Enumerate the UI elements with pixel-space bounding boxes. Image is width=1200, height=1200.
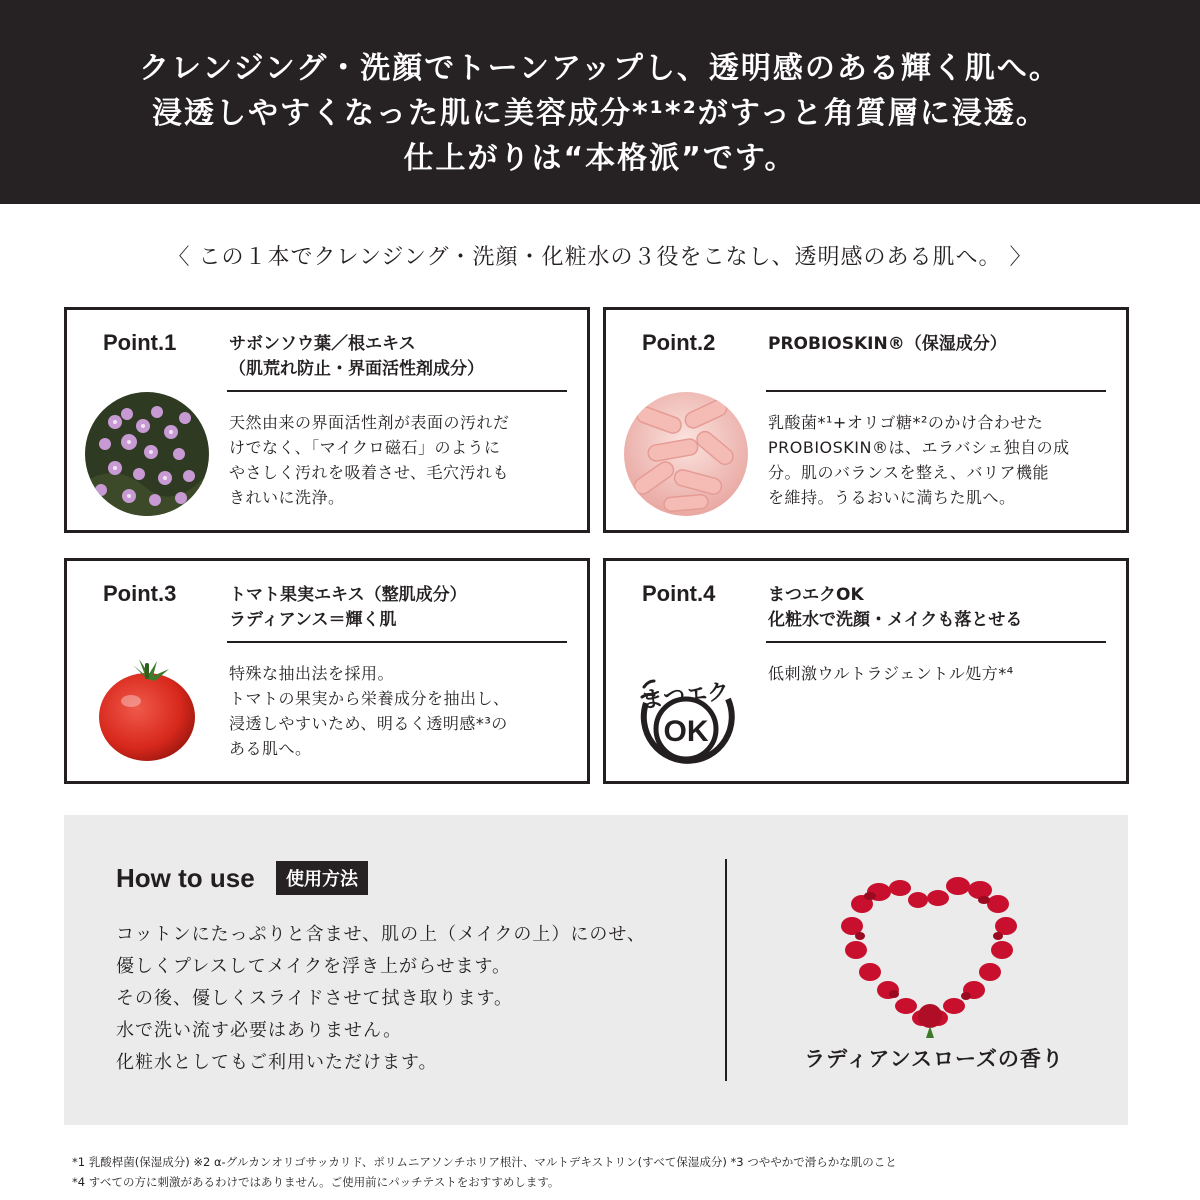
how-to-use-instructions	[116, 919, 646, 1079]
how-to-use-badge: 使用方法	[276, 861, 368, 895]
point-title	[768, 332, 1108, 357]
desc-line: 特殊な抽出法を採用。	[229, 664, 395, 683]
how-to-use-panel	[64, 815, 1128, 1125]
probiotic-bacteria-photo	[624, 392, 748, 516]
point-description	[229, 661, 569, 761]
instruction-line: その後、優しくスライドさせて拭き取ります。	[116, 988, 514, 1009]
soapwort-flower-photo	[85, 392, 209, 516]
point-title-line-1: まつエクOK	[768, 585, 864, 605]
desc-line: 乳酸菌*¹+オリゴ糖*²のかけ合わせた	[768, 413, 1044, 432]
tagline-text: この１本でクレンジング・洗顔・化粧水の３役をこなし、透明感のある肌へ。	[198, 245, 1002, 270]
point-card-4	[603, 558, 1129, 784]
desc-line: 分。肌のバランスを整え、バリア機能	[768, 463, 1049, 482]
eyelash-extension-ok-icon	[624, 643, 748, 767]
point-title	[229, 583, 569, 633]
point-title-line-2: 化粧水で洗顔・メイクも落とせる	[768, 610, 1023, 630]
desc-line: ある肌へ。	[229, 739, 312, 758]
hero-line-3: 仕上がりは“本格派”です。	[403, 141, 797, 176]
tomato-photo	[85, 643, 209, 767]
tagline-open-bracket: 〈	[167, 245, 191, 270]
divider	[766, 390, 1106, 392]
desc-line: きれいに洗浄。	[229, 488, 345, 507]
tagline	[0, 240, 1200, 271]
desc-line: やさしく汚れを吸着させ、毛穴汚れも	[229, 463, 510, 482]
point-title-line-1: トマト果実エキス（整肌成分）	[229, 585, 467, 605]
divider	[766, 641, 1106, 643]
point-card-3	[64, 558, 590, 784]
point-title-line-2: ラディアンス＝輝く肌	[229, 610, 397, 630]
point-label: Point.3	[103, 581, 177, 606]
badge-arc-text: まつエク	[640, 679, 731, 714]
footnotes	[72, 1152, 897, 1192]
rose-petal-heart-image	[834, 870, 1024, 1040]
point-title	[768, 583, 1108, 633]
scent-label: ラディアンスローズの香り	[804, 1047, 1064, 1071]
point-description	[768, 410, 1108, 510]
point-title-line-2: （肌荒れ防止・界面活性剤成分）	[229, 359, 484, 379]
point-label: Point.4	[642, 581, 716, 606]
instruction-line: 優しくプレスしてメイクを浮き上がらせます。	[116, 956, 512, 977]
tagline-close-bracket: 〉	[1009, 245, 1033, 270]
footnote-line-2: *4 すべての方に刺激があるわけではありません。ご使用前にパッチテストをおすすめします。	[72, 1175, 560, 1189]
point-card-1	[64, 307, 590, 533]
instruction-line: 化粧水としてもご利用いただけます。	[116, 1052, 438, 1073]
hero-line-2: 浸透しやすくなった肌に美容成分*¹*²がすっと角質層に浸透。	[152, 96, 1048, 131]
instruction-line: コットンにたっぷりと含ませ、肌の上（メイクの上）にのせ、	[116, 924, 646, 945]
point-title-line-1: サボンソウ葉／根エキス	[229, 334, 416, 354]
divider	[227, 641, 567, 643]
hero-banner	[0, 0, 1200, 204]
desc-line: 天然由来の界面活性剤が表面の汚れだ	[229, 413, 510, 432]
desc-line: を維持。うるおいに満ちた肌へ。	[768, 488, 1016, 507]
hero-line-1: クレンジング・洗顔でトーンアップし、透明感のある輝く肌へ。	[139, 51, 1061, 86]
desc-line: PROBIOSKIN®は、エラバシェ独自の成	[768, 438, 1070, 457]
point-description	[229, 410, 569, 510]
point-label: Point.1	[103, 330, 177, 355]
instruction-line: 水で洗い流す必要はありません。	[116, 1020, 403, 1041]
desc-line: けでなく、「マイクロ磁石」のように	[229, 438, 501, 457]
point-description	[768, 661, 1108, 686]
footnote-line-1: *1 乳酸桿菌(保湿成分) ※2 α-グルカンオリゴサッカリド、ポリムニアソンチホリア根汁、マルトデキストリン(すべて保湿成分) *3 つややかで滑らかな肌のこと	[72, 1155, 897, 1169]
point-title	[229, 332, 569, 382]
desc-line: トマトの果実から栄養成分を抽出し、	[229, 689, 510, 708]
point-label: Point.2	[642, 330, 716, 355]
desc-line: 浸透しやすいため、明るく透明感*³の	[229, 714, 508, 733]
point-card-2	[603, 307, 1129, 533]
how-to-use-title: How to use	[116, 863, 255, 893]
point-title-line-1: PROBIOSKIN®（保湿成分）	[768, 334, 1007, 354]
desc-line: 低刺激ウルトラジェントル処方*⁴	[768, 664, 1014, 683]
divider	[227, 390, 567, 392]
badge-ok-text: OK	[663, 715, 709, 748]
vertical-divider	[725, 859, 727, 1081]
